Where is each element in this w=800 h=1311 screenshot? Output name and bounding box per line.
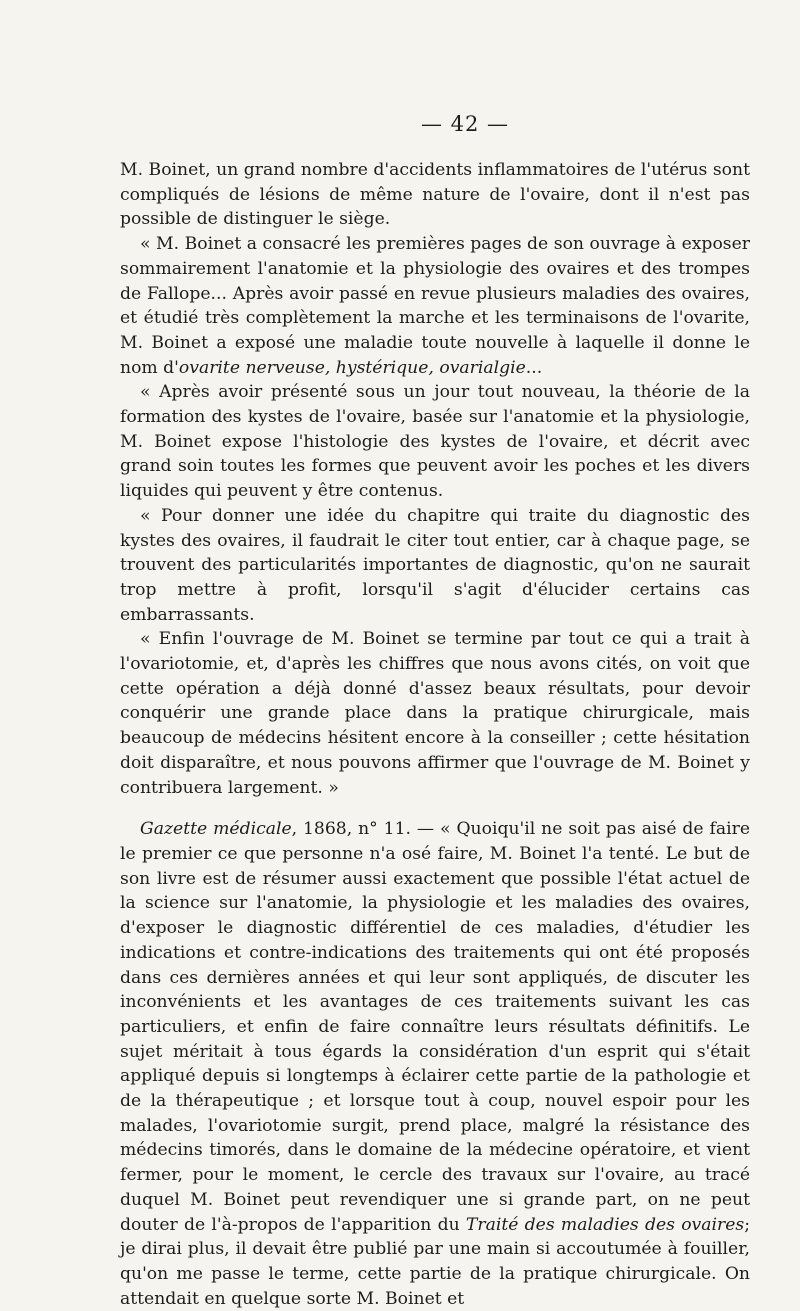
italic-term: ovarite nerveuse, hystérique, ovarialgie	[178, 357, 526, 378]
paragraph-text: , 1868, n° 11. — « Quoiqu'il ne soit pas aisé de faire le premier ce que personne n'a osé faire, M. Boinet l'a tenté. Le but de son livre est de résumer aussi exactement que possible l'état actuel de la science sur l'anatomie, la physiologie et les maladies des ovaires, d'exposer le diagnostic différentiel de ces maladies, d'étudier les indications et contre-indications des traitements qui ont été proposés dans ces dernières années et qui leur sont appliqués, de discuter les inconvénients et les avantages de ces traitements suivant les cas particuliers, et enfin de faire connaître leurs résultats définitifs. Le sujet méritait à tous égards la considération d'un esprit qui s'était appliqué depuis si longtemps à éclairer cette partie de la pathologie et de la thérapeutique ; et lorsque tout à coup, nouvel espoir pour les malades, l'ovariotomie surgit, prend place, malgré la résistance des médecins timorés, dans le domaine de la médecine opératoire, et vient fermer, pour le moment, le cercle des travaux sur l'ovaire, au tracé duquel M. Boinet peut revendiquer une si grande part, on ne peut douter de l'à-propos de l'apparition du	[120, 819, 751, 1235]
page-number: — 42 —	[420, 112, 510, 136]
source-title: Gazette médicale	[140, 819, 292, 840]
paragraph-gazette	[120, 817, 750, 1311]
paragraph-text: ; je dirai plus, il devait être publié par une main si accoutumée à fouiller, qu'on me passe le terme, cette partie de la pratique chirurgicale. On attendait en quelque sorte M. Boinet et	[120, 1214, 751, 1309]
paragraph-continuation: M. Boinet, un grand nombre d'accidents inflammatoires de l'utérus sont compliqués de lésions de même nature de l'ovaire, dont il n'est pas possible de distinguer le siège.	[120, 160, 750, 230]
paragraph-diagnostic: « Pour donner une idée du chapitre qui traite du diagnostic des kystes des ovaires, il faudrait le citer tout entier, car à chaque page, se trouvent des particularités importantes de diagnostic, qu'on ne saurait trop mettre à profit, lorsqu'il s'agit d'élucider certains cas embarrassants.	[120, 505, 750, 625]
paragraph-text: « M. Boinet a consacré les premières pages de son ouvrage à exposer sommairement l'anatomie et la physiologie des ovaires et des trompes de Fallope... Après avoir passé en revue plusieurs maladies des ovaires, et étudié très complètement la marche et les terminaisons de l'ovarite, M. Boinet a exposé une maladie toute nouvelle à laquelle il donne le nom d'	[120, 234, 750, 378]
paragraph-ovariotomie: « Enfin l'ouvrage de M. Boinet se termine par tout ce qui a trait à l'ovariotomie, et, d'après les chiffres que nous avons cités, on voit que cette opération a déjà donné d'assez beaux résultats, pour devoir conquérir une grande place dans la pratique chirurgicale, mais beaucoup de médecins hésitent encore à la conseiller ; cette hésitation doit disparaître, et nous pouvons affirmer que l'ouvrage de M. Boinet y contribuera largement. »	[120, 629, 750, 798]
paragraph-kystes: « Après avoir présenté sous un jour tout nouveau, la théorie de la formation des kystes de l'ovaire, basée sur l'anatomie et la physiologie, M. Boinet expose l'histologie des kystes de l'ovaire, et décrit avec grand soin toutes les formes que peuvent avoir les poches et les divers liquides qui peuvent y être contenus.	[120, 382, 750, 502]
paragraph-text: ...	[525, 357, 543, 378]
book-title: Traité des maladies des ovaires	[465, 1214, 745, 1235]
document-page	[120, 112, 750, 1311]
paragraph-quote-ouvrage	[120, 232, 750, 380]
